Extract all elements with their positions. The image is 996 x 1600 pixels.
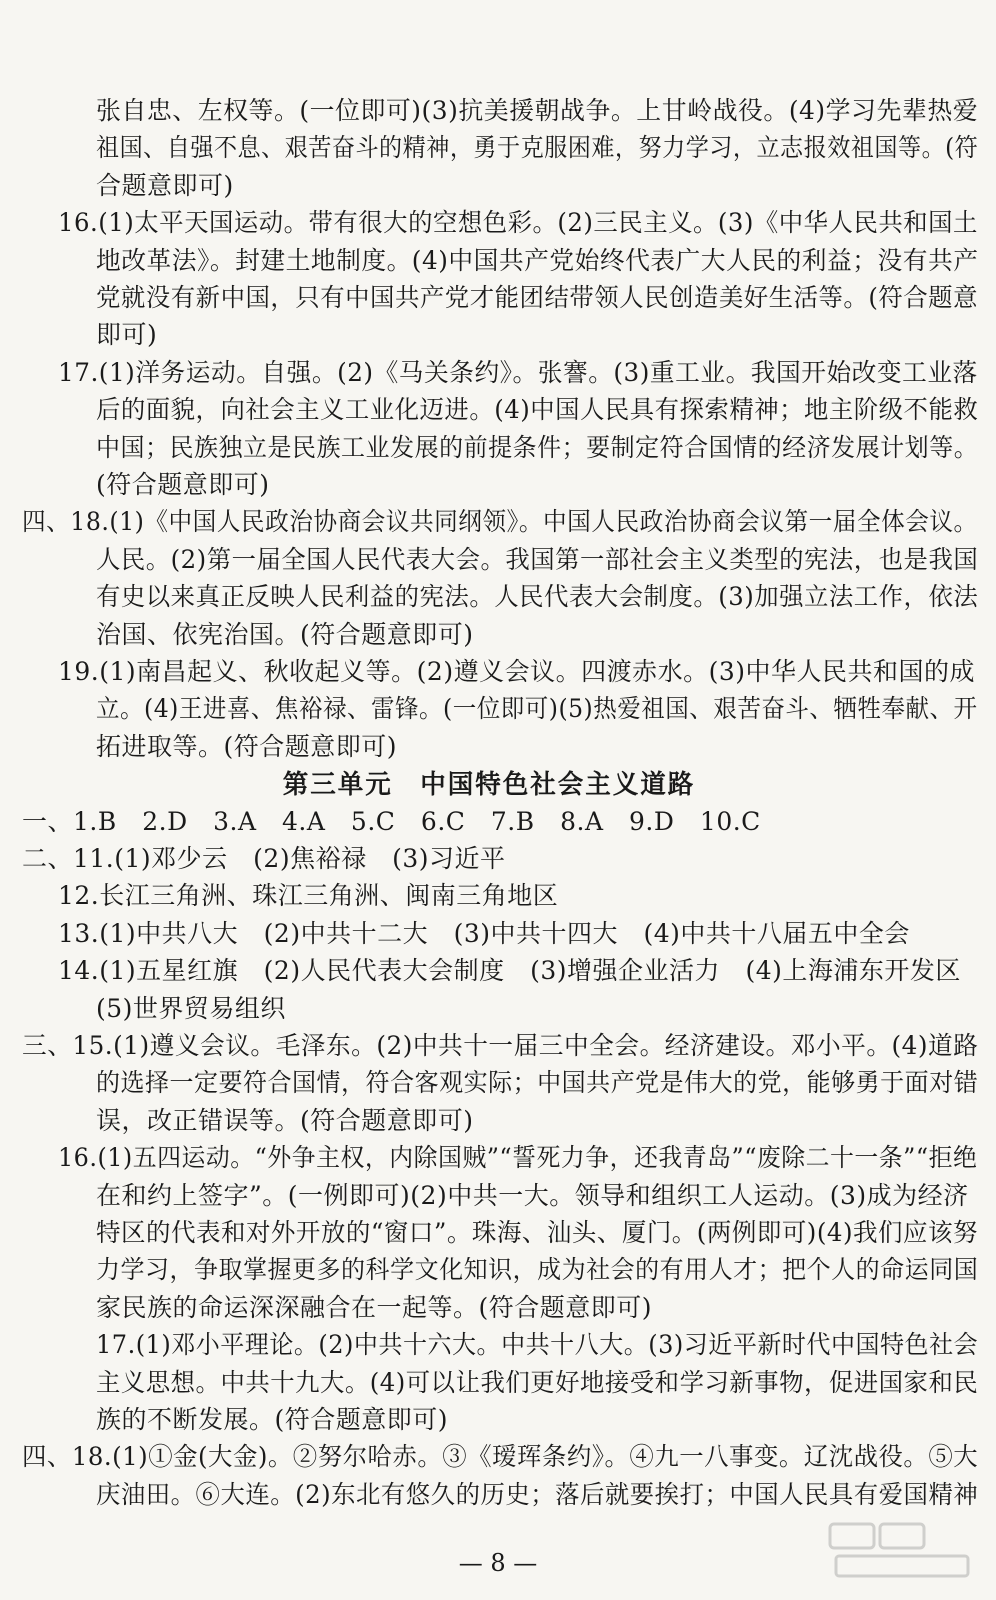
text-line: 有史以来真正反映人民利益的宪法。人民代表大会制度。(3)加强立法工作，依法 <box>96 582 979 612</box>
text-line: 三、15.(1)遵义会议。毛泽东。(2)中共十一届三中全会。经济建设。邓小平。(4)道路 <box>22 1031 979 1060</box>
text-line: 祖国、自强不息、艰苦奋斗的精神，勇于克服困难，努力学习，立志报效祖国等。(符 <box>96 133 979 163</box>
text-line: 在和约上签字”。(一例即可)(2)中共一大。领导和组织工人运动。(3)成为经济 <box>96 1180 969 1210</box>
text-line: 二、11.(1)邓少云 (2)焦裕禄 (3)习近平 <box>22 844 506 873</box>
text-line: 族的不断发展。(符合题意即可) <box>96 1405 449 1434</box>
watermark-logo-icon <box>826 1518 976 1582</box>
text-line: (5)世界贸易组织 <box>96 993 286 1023</box>
text-line: 中国；民族独立是民族工业发展的前提条件；要制定符合国情的经济发展计划等。 <box>96 432 979 462</box>
text-line: 四、18.(1)《中国人民政治协商会议共同纲领》。中国人民政治协商会议第一届全体会议。 <box>22 507 978 537</box>
text-line: 17.(1)邓小平理论。(2)中共十六大。中共十八大。(3)习近平新时代中国特色社会 <box>96 1330 979 1360</box>
text-line: 家民族的命运深深融合在一起等。(符合题意即可) <box>96 1292 653 1322</box>
text-line: (符合题意即可) <box>96 470 270 499</box>
text-line: 四、18.(1)①金(大金)。②努尔哈赤。③《瑷珲条约》。④九一八事变。辽沈战役。⑤大 <box>22 1442 979 1472</box>
text-line: 人民。(2)第一届全国人民代表大会。我国第一部社会主义类型的宪法，也是我国 <box>96 544 979 574</box>
text-line: 19.(1)南昌起义、秋收起义等。(2)遵义会议。四渡赤水。(3)中华人民共和国的成 <box>58 657 975 686</box>
text-line: 一、1.B 2.D 3.A 4.A 5.C 6.C 7.B 8.A 9.D 10.C <box>22 806 761 836</box>
text-line: 力学习，争取掌握更多的科学文化知识，成为社会的有用人才；把个人的命运同国 <box>96 1255 979 1285</box>
text-line: 16.(1)太平天国运动。带有很大的空想色彩。(2)三民主义。(3)《中华人民共和国土 <box>58 208 978 238</box>
text-line: 拓进取等。(符合题意即可) <box>96 731 398 761</box>
text-line: 的选择一定要符合国情，符合客观实际；中国共产党是伟大的党，能够勇于面对错 <box>96 1068 979 1098</box>
text-line: 即可) <box>96 320 158 350</box>
text-line: 17.(1)洋务运动。自强。(2)《马关条约》。张謇。(3)重工业。我国开始改变工业落 <box>58 357 978 387</box>
text-line: 特区的代表和对外开放的“窗口”。珠海、汕头、厦门。(两例即可)(4)我们应该努 <box>96 1218 978 1247</box>
text-line: 治国、依宪治国。(符合题意即可) <box>96 619 474 649</box>
text-line: 合题意即可) <box>96 170 234 200</box>
text-line: 误，改正错误等。(符合题意即可) <box>96 1105 474 1135</box>
text-line: 主义思想。中共十九大。(4)可以让我们更好地接受和学习新事物，促进国家和民 <box>96 1367 979 1397</box>
text-line: 地改革法》。封建土地制度。(4)中国共产党始终代表广大人民的利益；没有共产 <box>96 245 979 275</box>
text-line: 13.(1)中共八大 (2)中共十二大 (3)中共十四大 (4)中共十八届五中全会 <box>58 918 910 948</box>
text-line: 张自忠、左权等。(一位即可)(3)抗美援朝战争。上甘岭战役。(4)学习先辈热爱 <box>96 96 979 125</box>
text-line: 14.(1)五星红旗 (2)人民代表大会制度 (3)增强企业活力 (4)上海浦东开发区 <box>58 956 961 986</box>
text-line: 党就没有新中国，只有中国共产党才能团结带领人民创造美好生活等。(符合题意 <box>96 283 979 312</box>
text-line: 立。(4)王进喜、焦裕禄、雷锋。(一位即可)(5)热爱祖国、艰苦奋斗、牺牲奉献、开 <box>96 694 978 724</box>
text-line: 16.(1)五四运动。“外争主权，内除国贼”“誓死力争，还我青岛”“废除二十一条”“拒绝 <box>58 1143 978 1173</box>
text-line: 后的面貌，向社会主义工业化迈进。(4)中国人民具有探索精神；地主阶级不能救 <box>96 395 979 425</box>
section-title: 第三单元 中国特色社会主义道路 <box>282 770 696 801</box>
page-number: — 8 — <box>458 1549 538 1577</box>
text-line: 庆油田。⑥大连。(2)东北有悠久的历史；落后就要挨打；中国人民具有爱国精神 <box>96 1479 979 1509</box>
text-line: 12.长江三角洲、珠江三角洲、闽南三角地区 <box>58 881 559 911</box>
